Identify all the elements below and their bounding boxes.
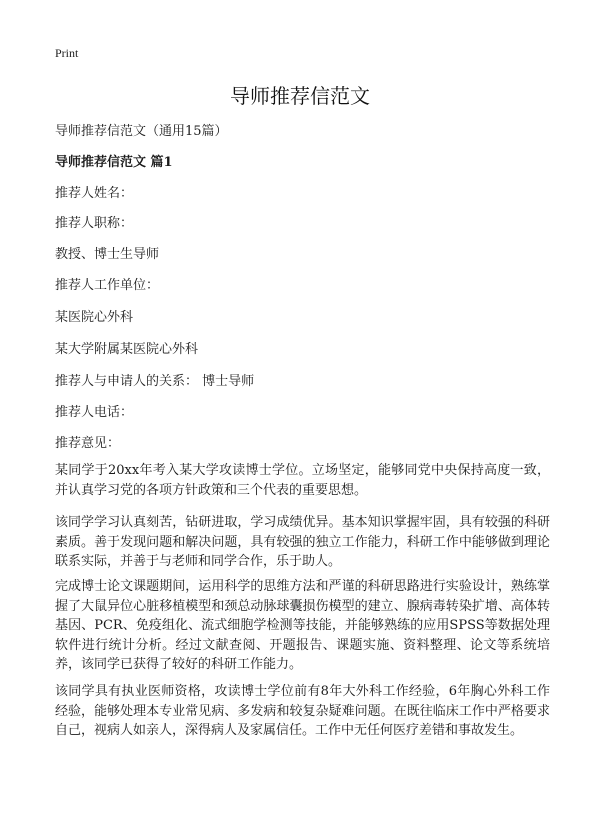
field-recommender-unit: 推荐人工作单位： bbox=[55, 278, 160, 293]
paragraph-3: 完成博士论文课题期间，运用科学的思维方法和严谨的科研思路进行实验设计，熟练掌握了大鼠异位心脏移植模型和颈总动脉球囊损伤模型的建立、腺病毒转染扩增、高体转基因、PCR、免疫组化、流式细胞学检测等技能，并能够熟练的应用SPSS等数据处理软件进行统计分析。经过文献查阅、开题报告、课题实施、资料整理、论文等系统培养，该同学已获得了较好的科研工作能力。 bbox=[55, 579, 550, 672]
field-recommender-title: 推荐人职称： bbox=[55, 216, 134, 231]
field-recommender-name: 推荐人姓名： bbox=[55, 186, 134, 201]
paragraph-2: 该同学学习认真刻苦，钻研进取，学习成绩优异。基本知识掌握牢固，具有较强的科研素质。善于发现问题和解决问题，具有较强的独立工作能力，科研工作中能够做到理论联系实际，并善于与老师和同学合作，乐于助人。 bbox=[55, 515, 550, 569]
section-heading: 导师推荐信范文 篇1 bbox=[55, 155, 173, 170]
field-recommendation-opinion: 推荐意见： bbox=[55, 436, 121, 451]
field-unit-value-2: 某大学附属某医院心外科 bbox=[55, 342, 199, 357]
field-title-value: 教授、博士生导师 bbox=[55, 247, 160, 262]
page-title: 导师推荐信范文 bbox=[230, 84, 370, 108]
field-unit-value-1: 某医院心外科 bbox=[55, 310, 134, 325]
paragraph-4: 该同学具有执业医师资格，攻读博士学位前有8年大外科工作经验，6年胸心外科工作经验，能够处理本专业常见病、多发病和较复杂疑难问题。在既往临床工作中严格要求自己，视病人如亲人，深得病人及家属信任。工作中无任何医疗差错和事故发生。 bbox=[55, 684, 550, 738]
field-relationship: 推荐人与申请人的关系： 博士导师 bbox=[55, 374, 255, 389]
print-label: Print bbox=[55, 46, 79, 60]
paragraph-1: 某同学于20xx年考入某大学攻读博士学位。立场坚定，能够同党中央保持高度一致，并认真学习党的各项方针政策和三个代表的重要思想。 bbox=[55, 463, 550, 498]
field-recommender-phone: 推荐人电话： bbox=[55, 405, 134, 420]
document-subtitle: 导师推荐信范文（通用15篇） bbox=[55, 124, 228, 139]
